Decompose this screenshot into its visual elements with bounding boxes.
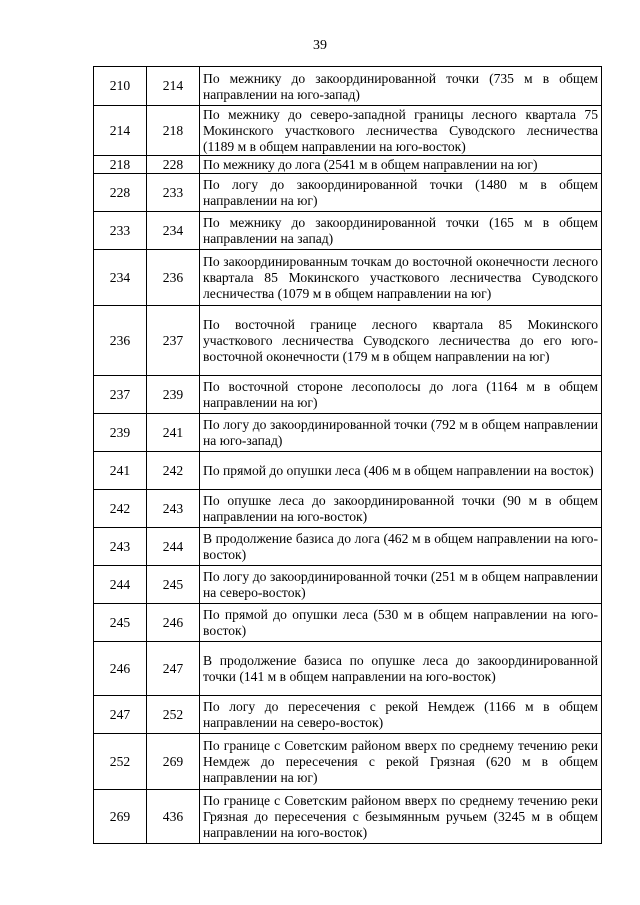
point-from-cell: 244 — [94, 566, 147, 604]
table-row — [94, 414, 602, 452]
boundary-description-cell: По границе с Советским районом вверх по среднему течению реки Немдеж до пересечения с рекой Грязная (620 м в общем направлении на юг) — [200, 734, 602, 790]
table-row — [94, 566, 602, 604]
point-to-cell: 218 — [147, 106, 200, 156]
point-from-cell: 252 — [94, 734, 147, 790]
boundary-description-cell: По опушке леса до закоординированной точки (90 м в общем направлении на юго-восток) — [200, 490, 602, 528]
point-to-cell: 246 — [147, 604, 200, 642]
table-row — [94, 106, 602, 156]
boundary-description-cell: По межнику до лога (2541 м в общем направлении на юг) — [200, 156, 602, 174]
point-to-cell: 247 — [147, 642, 200, 696]
point-to-cell: 236 — [147, 250, 200, 306]
table-row — [94, 174, 602, 212]
point-to-cell: 242 — [147, 452, 200, 490]
table-row — [94, 306, 602, 376]
point-to-cell: 269 — [147, 734, 200, 790]
point-to-cell: 237 — [147, 306, 200, 376]
boundary-description-cell: По межнику до северо-западной границы лесного квартала 75 Мокинского участкового лесничества Суводского лесничества (1189 м в общем направлении на юго-восток) — [200, 106, 602, 156]
point-to-cell: 245 — [147, 566, 200, 604]
point-from-cell: 214 — [94, 106, 147, 156]
boundary-description-cell: По закоординированным точкам до восточной оконечности лесного квартала 85 Мокинского участкового лесничества Суводского лесничества (1079 м в общем направлении на юг) — [200, 250, 602, 306]
point-to-cell: 244 — [147, 528, 200, 566]
table-row — [94, 452, 602, 490]
table-row — [94, 604, 602, 642]
boundary-description-cell: По восточной границе лесного квартала 85 Мокинского участкового лесничества Суводского лесничества до его юго-восточной оконечности (179 м в общем направлении на юг) — [200, 306, 602, 376]
point-from-cell: 210 — [94, 67, 147, 106]
boundary-description-cell: По логу до закоординированной точки (1480 м в общем направлении на юг) — [200, 174, 602, 212]
table-row — [94, 250, 602, 306]
boundary-description-cell: По межнику до закоординированной точки (735 м в общем направлении на юго-запад) — [200, 67, 602, 106]
point-from-cell: 234 — [94, 250, 147, 306]
point-from-cell: 241 — [94, 452, 147, 490]
table-row — [94, 376, 602, 414]
point-from-cell: 246 — [94, 642, 147, 696]
point-to-cell: 228 — [147, 156, 200, 174]
boundary-description-cell: По восточной стороне лесополосы до лога (1164 м в общем направлении на юг) — [200, 376, 602, 414]
point-from-cell: 236 — [94, 306, 147, 376]
point-to-cell: 243 — [147, 490, 200, 528]
boundary-description-cell: По прямой до опушки леса (406 м в общем направлении на восток) — [200, 452, 602, 490]
boundary-description-cell: По прямой до опушки леса (530 м в общем направлении на юго-восток) — [200, 604, 602, 642]
point-from-cell: 245 — [94, 604, 147, 642]
boundary-description-cell: В продолжение базиса по опушке леса до закоординированной точки (141 м в общем направлении на юго-восток) — [200, 642, 602, 696]
page-number: 39 — [313, 38, 327, 53]
boundary-description-cell: По логу до закоординированной точки (251 м в общем направлении на северо-восток) — [200, 566, 602, 604]
point-to-cell: 241 — [147, 414, 200, 452]
table-row — [94, 734, 602, 790]
table-body — [94, 67, 602, 844]
point-to-cell: 436 — [147, 790, 200, 844]
boundary-description-cell: По логу до закоординированной точки (792 м в общем направлении на юго-запад) — [200, 414, 602, 452]
point-from-cell: 243 — [94, 528, 147, 566]
table-row — [94, 642, 602, 696]
boundary-description-table — [93, 66, 602, 844]
point-to-cell: 214 — [147, 67, 200, 106]
table-row — [94, 790, 602, 844]
boundary-description-cell: По межнику до закоординированной точки (165 м в общем направлении на запад) — [200, 212, 602, 250]
point-from-cell: 233 — [94, 212, 147, 250]
table-row — [94, 490, 602, 528]
table-row — [94, 528, 602, 566]
point-to-cell: 239 — [147, 376, 200, 414]
point-from-cell: 269 — [94, 790, 147, 844]
point-to-cell: 234 — [147, 212, 200, 250]
boundary-description-cell: В продолжение базиса до лога (462 м в общем направлении на юго-восток) — [200, 528, 602, 566]
point-to-cell: 252 — [147, 696, 200, 734]
boundary-description-cell: По границе с Советским районом вверх по среднему течению реки Грязная до пересечения с безымянным ручьем (3245 м в общем направлении на юго-восток) — [200, 790, 602, 844]
boundary-description-cell: По логу до пересечения с рекой Немдеж (1166 м в общем направлении на северо-восток) — [200, 696, 602, 734]
table-row — [94, 696, 602, 734]
point-from-cell: 247 — [94, 696, 147, 734]
table-row — [94, 156, 602, 174]
point-from-cell: 237 — [94, 376, 147, 414]
table-row — [94, 67, 602, 106]
point-from-cell: 242 — [94, 490, 147, 528]
point-from-cell: 218 — [94, 156, 147, 174]
table-row — [94, 212, 602, 250]
point-to-cell: 233 — [147, 174, 200, 212]
point-from-cell: 239 — [94, 414, 147, 452]
point-from-cell: 228 — [94, 174, 147, 212]
